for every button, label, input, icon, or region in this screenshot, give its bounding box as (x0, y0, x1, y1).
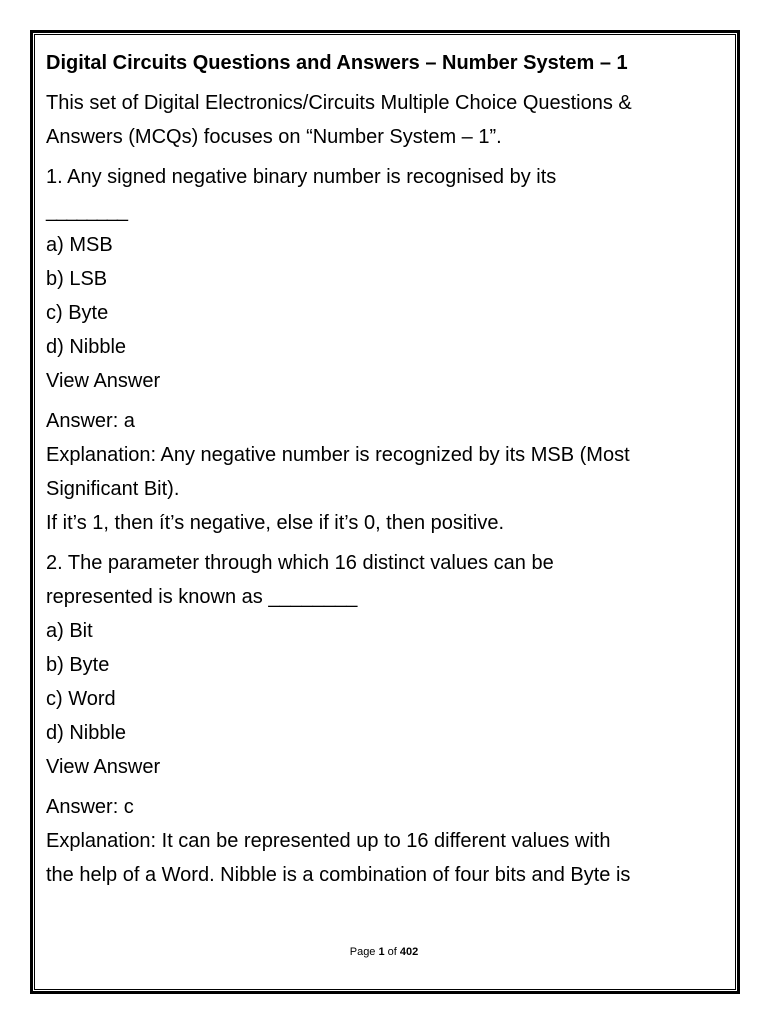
question-2 (46, 546, 726, 784)
question-1-blank: ________ (46, 200, 127, 222)
option-a: a) MSB (46, 234, 113, 256)
page-number-footer (0, 944, 768, 960)
question-2-text: represented is known as ________ (46, 586, 358, 608)
page-title: Digital Circuits Questions and Answers – Number System – 1 (46, 52, 628, 74)
option-b: b) Byte (46, 654, 110, 676)
option-c: c) Byte (46, 302, 109, 324)
answer-2-text: Answer: c (46, 796, 134, 818)
option-c: c) Word (46, 688, 116, 710)
explanation-1-line: Explanation: Any negative number is recognized by its MSB (Most (46, 444, 630, 466)
intro-paragraph (46, 86, 726, 154)
option-d: d) Nibble (46, 336, 127, 358)
option-b: b) LSB (46, 268, 108, 290)
option-a: a) Bit (46, 620, 93, 642)
answer-1-text: Answer: a (46, 410, 135, 432)
intro-line: This set of Digital Electronics/Circuits Multiple Choice Questions & (46, 92, 632, 114)
explanation-1-line: Significant Bit). (46, 478, 180, 500)
view-answer-link[interactable]: View Answer (46, 370, 161, 392)
explanation-2-line: Explanation: It can be represented up to 16 different values with (46, 830, 611, 852)
answer-2 (46, 790, 726, 892)
answer-1 (46, 404, 726, 540)
question-2-text: 2. The parameter through which 16 distinct values can be (46, 552, 554, 574)
current-page-number: 1 (378, 946, 385, 958)
document-body (46, 46, 726, 898)
total-page-count: 402 (399, 946, 419, 958)
page-of-label: of (384, 946, 400, 958)
intro-line: Answers (MCQs) focuses on “Number System – 1”. (46, 126, 502, 148)
question-1-text: 1. Any signed negative binary number is recognised by its (46, 166, 557, 188)
page-label: Page (349, 946, 379, 958)
question-1 (46, 160, 726, 398)
explanation-2-line: the help of a Word. Nibble is a combination of four bits and Byte is (46, 864, 631, 886)
view-answer-link[interactable]: View Answer (46, 756, 161, 778)
explanation-1-line: If it’s 1, then ít’s negative, else if it’s 0, then positive. (46, 512, 505, 534)
option-d: d) Nibble (46, 722, 127, 744)
